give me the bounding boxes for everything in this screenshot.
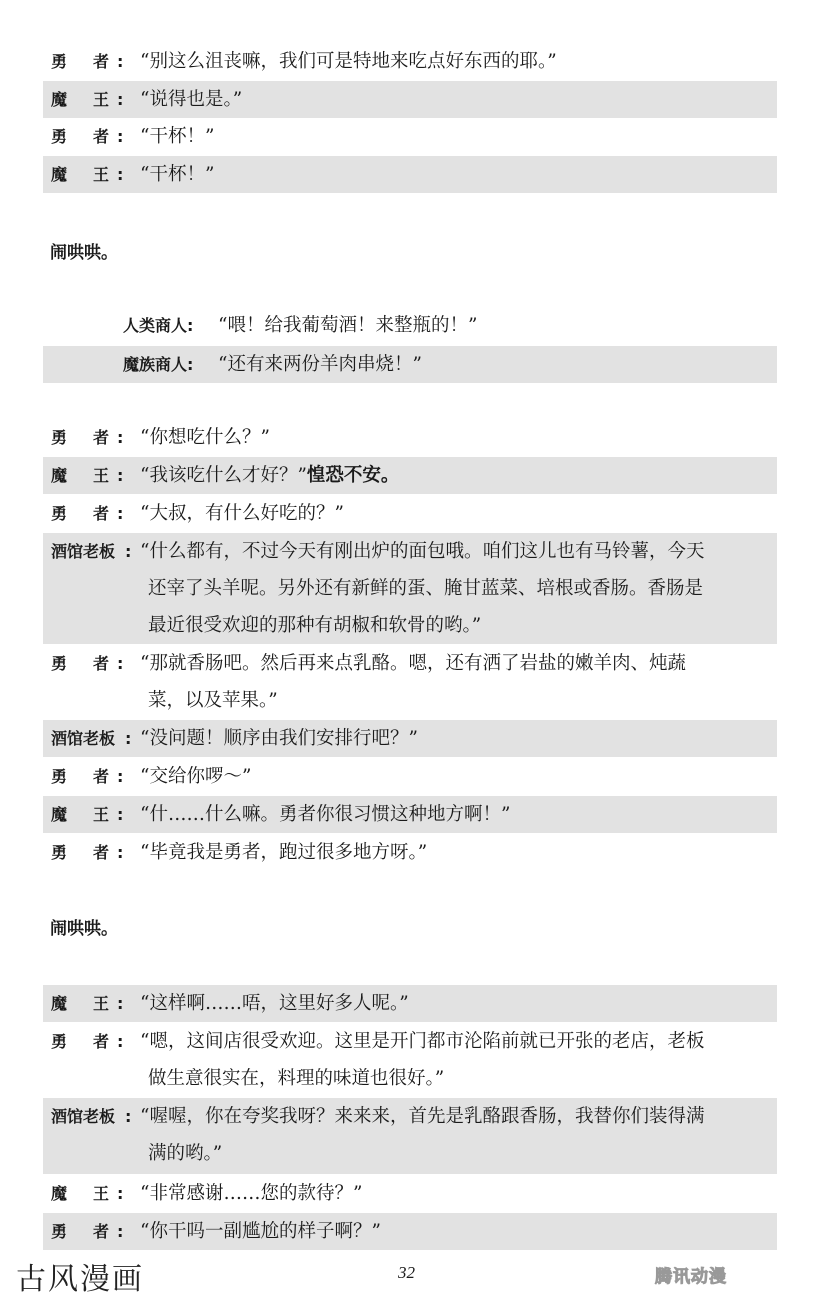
speaker-char: 王	[92, 994, 109, 1013]
colon: :	[125, 729, 132, 748]
dialogue-text: “你想吃什么？”	[140, 427, 270, 448]
narration: 闹哄哄。	[50, 919, 118, 939]
speaker-char: 者	[92, 52, 109, 71]
dialogue-line	[43, 81, 777, 118]
dialogue-line	[43, 1213, 777, 1250]
colon: :	[125, 1107, 132, 1126]
speaker-label	[51, 1023, 109, 1060]
colon: :	[117, 994, 124, 1013]
speaker-char: 王	[92, 1184, 109, 1203]
page-number: 32	[398, 1263, 415, 1282]
stage-direction: 惶恐不安。	[306, 465, 400, 486]
speaker-char: 勇	[51, 127, 68, 146]
dialogue-text-continued: 满的哟。”	[148, 1143, 223, 1164]
speaker-label: 魔族商人:	[123, 355, 194, 374]
dialogue-line	[43, 985, 777, 1022]
colon: :	[117, 127, 124, 146]
colon: :	[117, 504, 124, 523]
dialogue-text-continued: 最近很受欢迎的那种有胡椒和软骨的哟。”	[148, 615, 482, 636]
dialogue-text-continued: 菜，以及苹果。”	[148, 690, 278, 711]
dialogue-line	[43, 118, 777, 155]
dialogue-text: “大叔，有什么好吃的？”	[140, 503, 344, 524]
dialogue-line	[43, 1023, 777, 1097]
speaker-label: 酒馆老板	[51, 1107, 116, 1126]
dialogue-line	[43, 834, 777, 871]
speaker-label	[51, 1213, 109, 1250]
speaker-char: 者	[92, 428, 109, 447]
dialogue-text: “你干吗一副尴尬的样子啊？”	[140, 1221, 381, 1242]
dialogue-text: “干杯！”	[140, 164, 215, 185]
dialogue-line	[43, 495, 777, 532]
dialogue-line	[43, 1175, 777, 1212]
colon: :	[117, 805, 124, 824]
speaker-char: 王	[92, 466, 109, 485]
dialogue-text: “毕竟我是勇者，跑过很多地方呀。”	[140, 842, 428, 863]
colon: :	[117, 90, 124, 109]
speaker-label: 酒馆老板	[51, 542, 116, 561]
speaker-char: 勇	[51, 428, 68, 447]
speaker-char: 者	[92, 504, 109, 523]
dialogue-line	[43, 796, 777, 833]
speaker-label	[51, 81, 109, 118]
speaker-char: 魔	[51, 805, 68, 824]
dialogue-text: “喔喔，你在夸奖我呀？来来来，首先是乳酪跟香肠，我替你们装得满	[140, 1106, 705, 1127]
dialogue-text-continued: 做生意很实在，料理的味道也很好。”	[148, 1068, 445, 1089]
colon: :	[117, 843, 124, 862]
colon: :	[117, 1184, 124, 1203]
colon: :	[117, 767, 124, 786]
dialogue-text: “嗯，这间店很受欢迎。这里是开门都市沦陷前就已开张的老店，老板	[140, 1031, 705, 1052]
speaker-char: 勇	[51, 1222, 68, 1241]
speaker-label	[51, 118, 109, 155]
speaker-label	[51, 43, 109, 80]
colon: :	[125, 542, 132, 561]
dialogue-text: “这样啊……唔，这里好多人呢。”	[140, 993, 409, 1014]
speaker-char: 魔	[51, 994, 68, 1013]
colon: :	[117, 1032, 124, 1051]
watermark-logo-right: 腾讯动漫	[655, 1267, 727, 1287]
colon: :	[117, 466, 124, 485]
colon: :	[117, 428, 124, 447]
dialogue-line	[43, 645, 777, 719]
speaker-char: 魔	[51, 466, 68, 485]
speaker-char: 者	[92, 127, 109, 146]
speaker-label	[51, 985, 109, 1022]
dialogue-line	[43, 1098, 777, 1174]
colon: :	[117, 52, 124, 71]
speaker-label	[51, 1175, 109, 1212]
speaker-char: 王	[92, 805, 109, 824]
dialogue-text: “非常感谢……您的款待？”	[140, 1183, 363, 1204]
speaker-char: 王	[92, 90, 109, 109]
narration: 闹哄哄。	[50, 243, 118, 263]
dialogue-line	[43, 43, 777, 80]
speaker-label	[51, 758, 109, 795]
speaker-char: 勇	[51, 843, 68, 862]
speaker-char: 者	[92, 843, 109, 862]
dialogue-text	[140, 457, 772, 494]
speaker-label	[51, 419, 109, 456]
speaker-char: 者	[92, 1032, 109, 1051]
watermark-logo-left: 古风漫画	[16, 1262, 144, 1297]
speaker-char: 勇	[51, 52, 68, 71]
colon: :	[117, 654, 124, 673]
speaker-char: 勇	[51, 1032, 68, 1051]
merchant-line	[43, 307, 777, 344]
dialogue-text: “什么都有，不过今天有刚出炉的面包哦。咱们这儿也有马铃薯，今天	[140, 541, 705, 562]
speaker-label	[51, 495, 109, 532]
dialogue-text: “没问题！顺序由我们安排行吧？”	[140, 728, 418, 749]
dialogue-line	[43, 758, 777, 795]
dialogue-text: “那就香肠吧。然后再来点乳酪。嗯，还有洒了岩盐的嫩羊肉、炖蔬	[140, 653, 686, 674]
speaker-char: 者	[92, 654, 109, 673]
dialogue-line	[43, 457, 777, 494]
dialogue-text: “别这么沮丧嘛，我们可是特地来吃点好东西的耶。”	[140, 51, 557, 72]
dialogue-line	[43, 720, 777, 757]
speaker-label: 酒馆老板	[51, 729, 116, 748]
dialogue-line	[43, 533, 777, 644]
speaker-char: 勇	[51, 504, 68, 523]
speaker-label	[51, 796, 109, 833]
speaker-char: 者	[92, 1222, 109, 1241]
colon: :	[117, 165, 124, 184]
dialogue-text: “什……什么嘛。勇者你很习惯这种地方啊！”	[140, 804, 511, 825]
speaker-char: 勇	[51, 767, 68, 786]
speaker-label	[51, 457, 109, 494]
dialogue-text: “交给你啰～”	[140, 766, 252, 787]
speaker-char: 王	[92, 165, 109, 184]
speaker-char: 魔	[51, 90, 68, 109]
dialogue-text-continued: 还宰了头羊呢。另外还有新鲜的蛋、腌甘蓝菜、培根或香肠。香肠是	[148, 578, 704, 599]
speaker-char: 魔	[51, 1184, 68, 1203]
speaker-label	[51, 645, 109, 682]
speaker-char: 勇	[51, 654, 68, 673]
dialogue-text: “还有来两份羊肉串烧！”	[218, 354, 422, 375]
colon: :	[117, 1222, 124, 1241]
speaker-char: 者	[92, 767, 109, 786]
dialogue-text: “说得也是。”	[140, 89, 243, 110]
dialogue-text: “干杯！”	[140, 126, 215, 147]
merchant-line	[43, 346, 777, 383]
speaker-label	[51, 834, 109, 871]
speaker-label	[51, 156, 109, 193]
dialogue-line	[43, 156, 777, 193]
speaker-label: 人类商人:	[123, 316, 194, 335]
speaker-char: 魔	[51, 165, 68, 184]
dialogue-line	[43, 419, 777, 456]
quote: “我该吃什么才好？”	[140, 465, 307, 486]
dialogue-text: “喂！给我葡萄酒！来整瓶的！”	[218, 315, 478, 336]
